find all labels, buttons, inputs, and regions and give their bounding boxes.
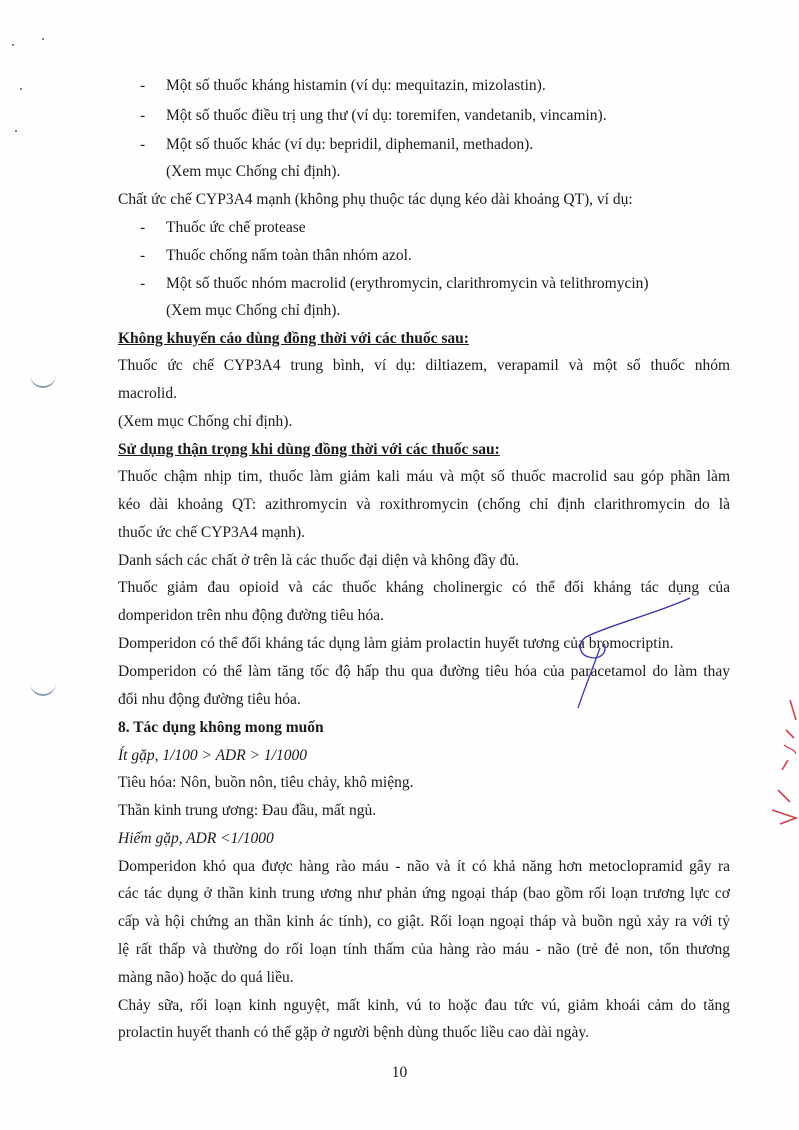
bullet-item	[140, 135, 752, 155]
paragraph-line: đổi nhu động đường tiêu hóa.	[118, 691, 301, 708]
scan-speck	[20, 88, 22, 90]
paragraph-line: thuốc ức chế CYP3A4 mạnh).	[118, 524, 306, 541]
bullet-dash: -	[140, 77, 146, 94]
bullet-item	[140, 246, 752, 266]
bullet-item	[140, 218, 752, 238]
bullet-text: Một số thuốc nhóm macrolid (erythromycin, clarithromycin và telithromycin)	[166, 275, 649, 292]
paragraph-line: Thuốc chậm nhịp tim, thuốc làm giảm kali máu và một số thuốc macrolid sau góp phần làm	[118, 468, 730, 485]
paragraph-line: prolactin huyết thanh có thể gặp ở người bệnh dùng thuốc liều cao dài ngày.	[118, 1024, 590, 1041]
paragraph-line: Thần kinh trung ương: Đau đầu, mất ngủ.	[118, 802, 377, 819]
paragraph-line: Chất ức chế CYP3A4 mạnh (không phụ thuộc tác dụng kéo dài khoảng QT), ví dụ:	[118, 191, 633, 208]
section-heading: Sử dụng thận trọng khi dùng đồng thời với các thuốc sau:	[118, 441, 500, 458]
bullet-dash: -	[140, 219, 146, 236]
paragraph-line: Tiêu hóa: Nôn, buồn nôn, tiêu chảy, khô miệng.	[118, 774, 414, 791]
bullet-text: Thuốc chống nấm toàn thân nhóm azol.	[166, 247, 412, 264]
bullet-text: Một số thuốc khác (ví dụ: bepridil, diphemanil, methadon).	[166, 136, 534, 153]
binder-ring-mark	[30, 372, 56, 388]
paragraph-line: Domperidon có thể đối kháng tác dụng làm giảm prolactin huyết tương của bromocriptin.	[118, 635, 674, 652]
section-heading: Không khuyến cáo dùng đồng thời với các thuốc sau:	[118, 330, 469, 347]
paragraph-line: Danh sách các chất ở trên là các thuốc đại diện và không đầy đủ.	[118, 552, 520, 569]
bullet-dash: -	[140, 247, 146, 264]
bullet-text: Thuốc ức chế protease	[166, 219, 306, 236]
paragraph-line: Domperidon khó qua được hàng rào máu - não và ít có khả năng hơn metoclopramid gây ra	[118, 858, 730, 875]
bullet-item	[140, 274, 752, 294]
paragraph-line: Thuốc giảm đau opioid và các thuốc kháng cholinergic có thể đối kháng tác dụng của	[118, 579, 730, 596]
bullet-item	[140, 76, 752, 96]
paragraph-line: macrolid.	[118, 385, 177, 402]
bullet-dash: -	[140, 275, 146, 292]
stamp-fragment	[760, 690, 799, 830]
bullet-continuation: (Xem mục Chống chỉ định).	[166, 163, 341, 180]
paragraph-line: Chảy sữa, rối loạn kinh nguyệt, mất kinh, vú to hoặc đau tức vú, giảm khoái cảm do tăng	[118, 997, 730, 1014]
scan-speck	[42, 38, 44, 40]
paragraph-line: kéo dài khoảng QT: azithromycin và roxithromycin (chống chỉ định clarithromycin do là	[118, 496, 730, 513]
paragraph-line: cấp và hội chứng an thần kinh ác tính), co giật. Rối loạn ngoại tháp và buồn ngủ xảy ra với tỷ	[118, 913, 730, 930]
scan-speck	[15, 130, 17, 132]
paragraph-line: domperidon trên nhu động đường tiêu hóa.	[118, 607, 384, 624]
paragraph-line: Thuốc ức chế CYP3A4 trung bình, ví dụ: diltiazem, verapamil và một số thuốc nhóm	[118, 357, 730, 374]
paragraph-line: màng não) hoặc do quá liều.	[118, 969, 294, 986]
paragraph-line: Domperidon có thể làm tăng tốc độ hấp thu qua đường tiêu hóa của paracetamol do làm thay	[118, 663, 730, 680]
paragraph-line: lệ rất thấp và thường do rối loạn tính thấm của hàng rào máu - não (trẻ đẻ non, tổn thương	[118, 941, 730, 958]
scan-speck	[12, 44, 14, 46]
page-number: 10	[391, 1064, 408, 1081]
bullet-dash: -	[140, 107, 146, 124]
bullet-item	[140, 106, 752, 126]
frequency-label: Hiếm gặp, ADR <1/1000	[118, 830, 274, 847]
binder-ring-mark	[30, 680, 56, 696]
bullet-dash: -	[140, 136, 146, 153]
bullet-continuation: (Xem mục Chống chỉ định).	[166, 302, 341, 319]
bullet-text: Một số thuốc điều trị ung thư (ví dụ: toremifen, vandetanib, vincamin).	[166, 107, 607, 124]
paragraph-line: (Xem mục Chống chỉ định).	[118, 413, 293, 430]
paragraph-line: các tác dụng ở thần kinh trung ương như phản ứng ngoại tháp (bao gồm rối loạn trương lực cơ	[118, 885, 730, 902]
bullet-text: Một số thuốc kháng histamin (ví dụ: mequitazin, mizolastin).	[166, 77, 546, 94]
frequency-label: Ít gặp, 1/100 > ADR > 1/1000	[118, 747, 307, 764]
section-title: 8. Tác dụng không mong muốn	[118, 719, 324, 736]
